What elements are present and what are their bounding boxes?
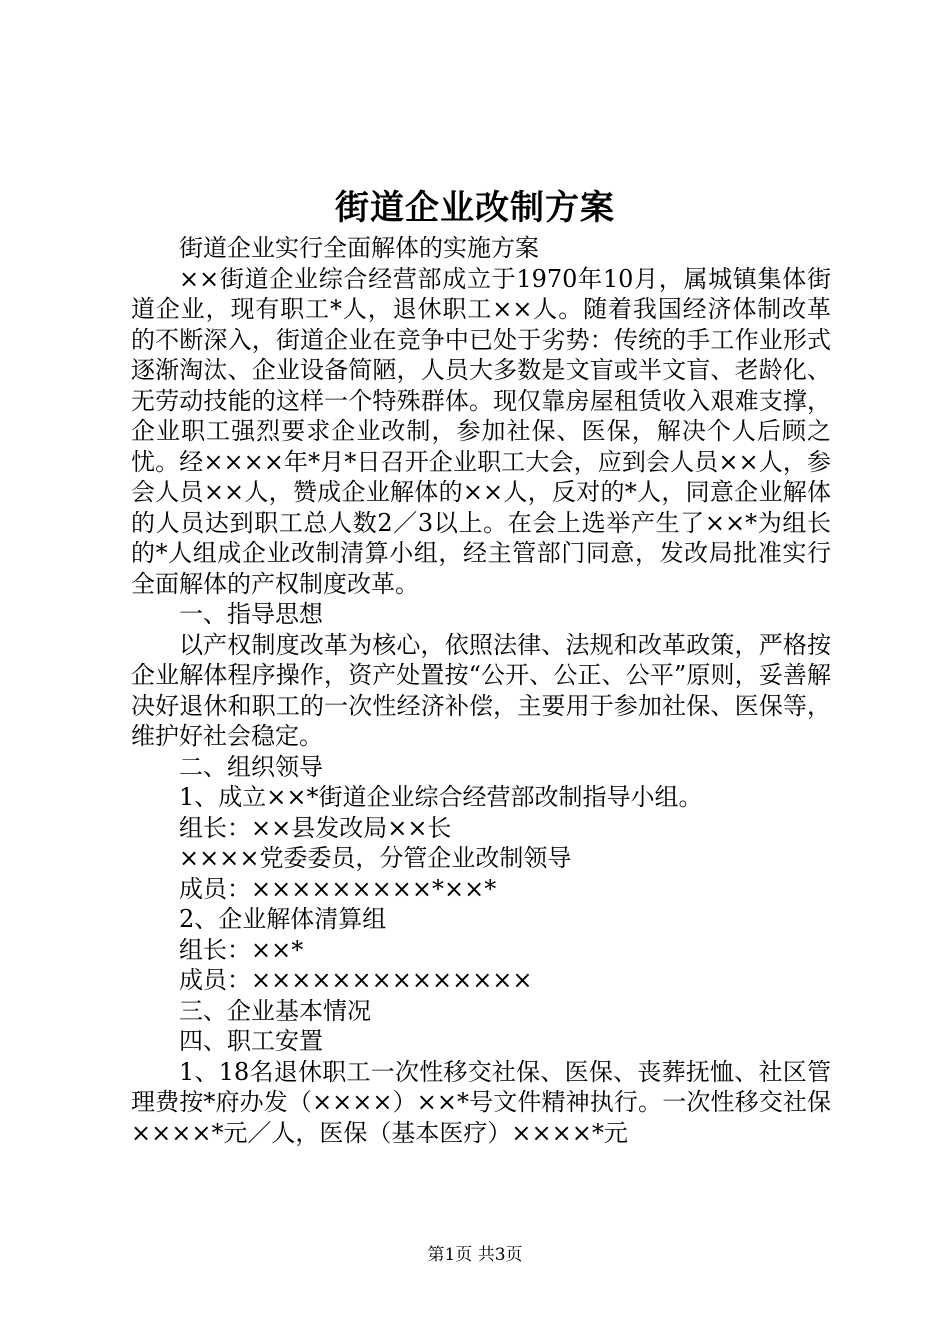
paragraph-subtitle: 街道企业实行全面解体的实施方案 [179, 234, 539, 262]
section-heading-organization: 二、组织领导 [179, 752, 323, 781]
section-heading-guiding-thought: 一、指导思想 [179, 600, 323, 628]
section-heading-staff-placement: 四、职工安置 [179, 1027, 323, 1055]
paragraph-liquidation-leader: 组长：××* [179, 935, 304, 964]
paragraph-staff-placement-1: 1、18名退休职工一次性移交社保、医保、丧葬抚恤、社区管理费按*府办发（××××）××*号文件精神执行。一次性移交社保××××*元／人，医保（基本医疗）××××*元 [131, 1057, 831, 1147]
document-body [131, 233, 831, 1148]
paragraph-guiding-thought: 以产权制度改革为核心，依照法律、法规和改革政策，严格按企业解体程序操作，资产处置按“公开、公正、公平”原则，妥善解决好退休和职工的一次性经济补偿，主要用于参加社保、医保等，维护好社会稳定。 [131, 630, 831, 750]
page-footer: 第1页 共3页 [427, 1245, 523, 1265]
paragraph-liquidation-members: 成员：×××××××××××××× [179, 966, 533, 994]
paragraph-background: ××街道企业综合经营部成立于1970年10月，属城镇集体街道企业，现有职工*人，退休职工××人。随着我国经济体制改革的不断深入，街道企业在竞争中已处于劣势：传统的手工作业形式逐渐淘汰、企业设备简陋，人员大多数是文盲或半文盲、老龄化、无劳动技能的这样一个特殊群体。现仅靠房屋租赁收入艰难支撑，企业职工强烈要求企业改制，参加社保、医保，解决个人后顾之忧。经××××年*月*日召开企业职工大会，应到会人员××人，参会人员××人，赞成企业解体的××人，反对的*人，同意企业解体的人员达到职工总人数2／3以上。在会上选举产生了××*为组长的*人组成企业改制清算小组，经主管部门同意，发改局批准实行全面解体的产权制度改革。 [131, 264, 831, 598]
paragraph-org-members: 成员：×××××××××*××* [179, 874, 497, 903]
paragraph-org-item-1: 1、成立××*街道企业综合经营部改制指导小组。 [179, 783, 703, 811]
document-title: 街道企业改制方案 [335, 188, 615, 228]
paragraph-org-deputy: ××××党委委员，分管企业改制领导 [179, 844, 572, 872]
section-heading-basic-info: 三、企业基本情况 [179, 996, 371, 1025]
paragraph-org-leader: 组长：××县发改局××长 [179, 813, 452, 842]
paragraph-org-item-2: 2、企业解体清算组 [179, 905, 387, 933]
